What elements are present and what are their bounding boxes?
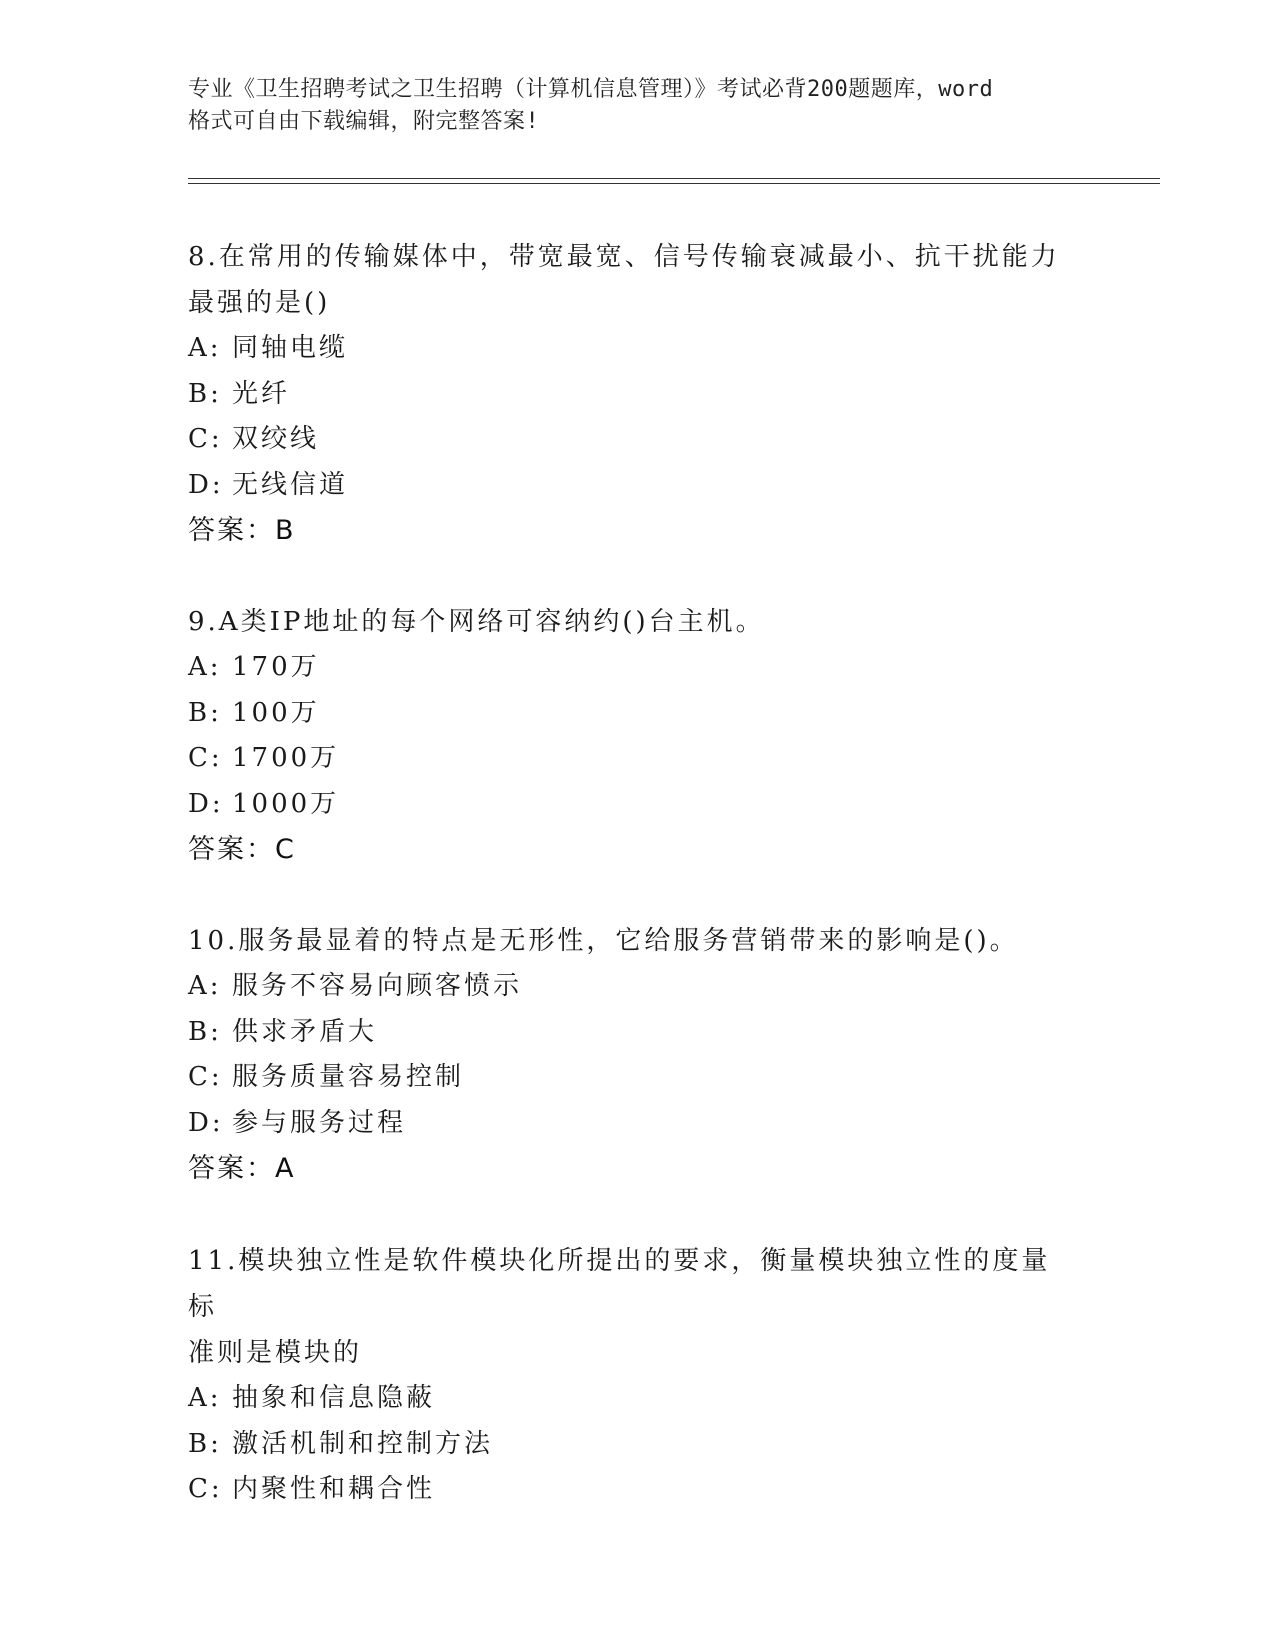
option-letter: C: bbox=[188, 424, 223, 454]
option-text: 同轴电缆 bbox=[232, 333, 349, 363]
header-line-2: 格式可自由下载编辑，附完整答案! bbox=[188, 109, 540, 134]
option-text: 100万 bbox=[232, 697, 320, 728]
option-letter: D: bbox=[188, 1107, 224, 1138]
header-divider-top bbox=[188, 178, 1160, 179]
answer-line: 答案：C bbox=[188, 834, 296, 865]
option-text: 内聚性和耦合性 bbox=[232, 1474, 436, 1504]
option-text: 服务不容易向顾客愤示 bbox=[232, 971, 523, 1001]
option-d bbox=[188, 1101, 1088, 1147]
option-d bbox=[188, 782, 1088, 828]
option-a bbox=[188, 964, 1088, 1010]
document-header bbox=[188, 74, 1088, 138]
option-letter: B: bbox=[188, 378, 222, 409]
question-stem bbox=[188, 918, 1068, 964]
option-a bbox=[188, 645, 1088, 691]
option-text: 参与服务过程 bbox=[232, 1107, 407, 1138]
option-letter: C: bbox=[188, 1062, 223, 1092]
option-text: 无线信道 bbox=[232, 469, 349, 500]
question-stem-line-1: 8.在常用的传输媒体中，带宽最宽、信号传输衰减最小、抗干扰能力 bbox=[188, 242, 1060, 272]
question-stem bbox=[188, 599, 1068, 645]
option-text: 双绞线 bbox=[232, 424, 320, 454]
option-text: 光纤 bbox=[232, 378, 291, 409]
option-letter: A: bbox=[188, 971, 222, 1001]
option-letter: A: bbox=[188, 652, 222, 682]
option-letter: B: bbox=[188, 697, 222, 728]
question-8 bbox=[188, 234, 1088, 554]
option-text: 170万 bbox=[232, 652, 320, 682]
question-9 bbox=[188, 599, 1088, 873]
answer-line: 答案：B bbox=[188, 515, 296, 546]
option-text: 1000万 bbox=[232, 788, 340, 819]
option-letter: A: bbox=[188, 333, 222, 363]
question-stem bbox=[188, 1238, 1068, 1376]
question-stem-line-1: 9.A类IP地址的每个网络可容纳约()台主机。 bbox=[188, 607, 765, 637]
question-stem bbox=[188, 234, 1068, 326]
option-letter: B: bbox=[188, 1016, 222, 1047]
header-divider-bottom bbox=[188, 183, 1160, 184]
option-letter: D: bbox=[188, 788, 224, 819]
header-line-1: 专业《卫生招聘考试之卫生招聘（计算机信息管理）》考试必背200题题库，word bbox=[188, 77, 994, 102]
option-b bbox=[188, 1010, 1088, 1056]
option-letter: B: bbox=[188, 1428, 222, 1459]
question-10 bbox=[188, 918, 1088, 1192]
option-letter: A: bbox=[188, 1383, 222, 1413]
option-text: 抽象和信息隐蔽 bbox=[232, 1383, 436, 1413]
option-d bbox=[188, 463, 1088, 509]
question-stem-line-2: 准则是模块的 bbox=[188, 1338, 363, 1368]
option-text: 供求矛盾大 bbox=[232, 1016, 378, 1047]
answer-line: 答案：A bbox=[188, 1153, 296, 1184]
option-b bbox=[188, 691, 1088, 737]
option-text: 服务质量容易控制 bbox=[232, 1062, 465, 1092]
option-letter: D: bbox=[188, 469, 224, 500]
question-11 bbox=[188, 1238, 1088, 1513]
option-letter: C: bbox=[188, 1474, 223, 1504]
option-c bbox=[188, 417, 1088, 463]
option-b bbox=[188, 372, 1088, 418]
option-a bbox=[188, 1376, 1088, 1422]
option-a bbox=[188, 326, 1088, 372]
option-c bbox=[188, 736, 1088, 782]
question-stem-line-1: 11.模块独立性是软件模块化所提出的要求，衡量模块独立性的度量标 bbox=[188, 1246, 1051, 1322]
question-stem-line-1: 10.服务最显着的特点是无形性，它给服务营销带来的影响是()。 bbox=[188, 926, 1019, 956]
option-text: 激活机制和控制方法 bbox=[232, 1428, 494, 1459]
option-letter: C: bbox=[188, 743, 223, 773]
option-text: 1700万 bbox=[232, 743, 340, 773]
option-c bbox=[188, 1467, 1088, 1513]
option-c bbox=[188, 1055, 1088, 1101]
option-b bbox=[188, 1422, 1088, 1468]
question-stem-line-2: 最强的是() bbox=[188, 288, 331, 318]
